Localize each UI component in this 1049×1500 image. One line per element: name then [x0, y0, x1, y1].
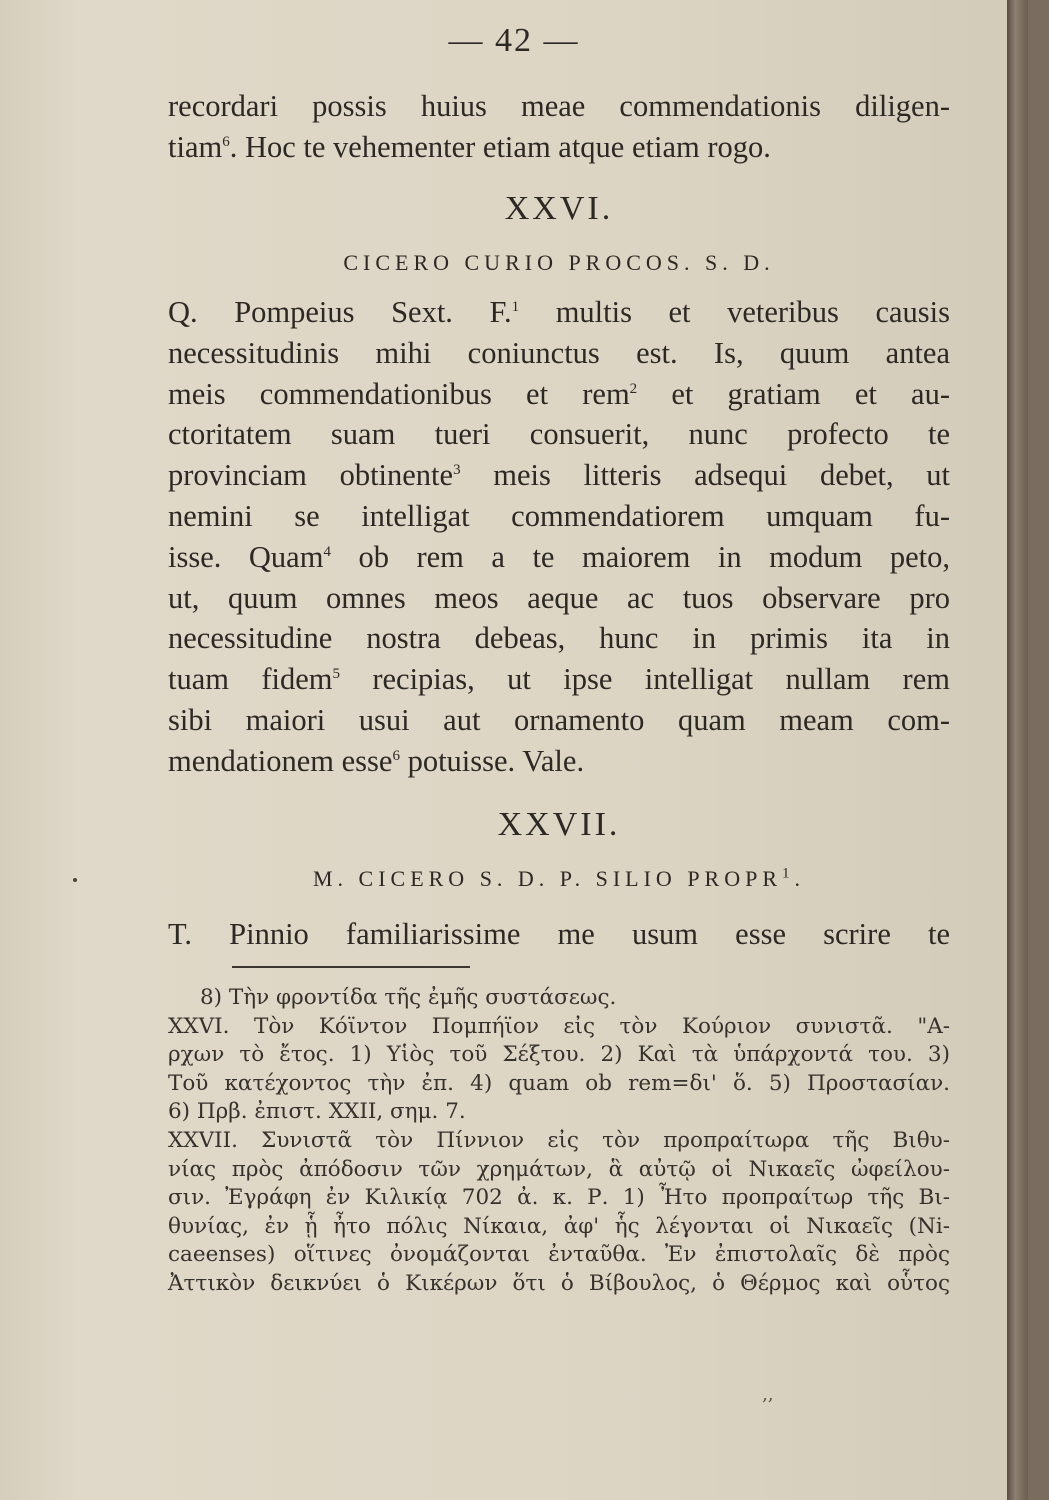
text-line: sibi maiori usui aut ornamento quam meam com- [168, 702, 950, 737]
footnote-rule [232, 966, 470, 968]
text-line: T. Pinnio familiarissime me usum esse scrire te [168, 917, 950, 951]
footnote-line: σιν. Ἐγράφη ἐν Κιλικίᾳ 702 ἀ. κ. Ρ. 1) Ἦτο προπραίτωρ τῆς Βι- [168, 1185, 950, 1211]
text-line: Q. Pompeius Sext. F.$^1$ multis et veteribus causis [168, 295, 950, 329]
letter-address-xxvi [168, 250, 950, 276]
text-line: nemini se intelligat commendatiorem umquam fu- [168, 498, 950, 533]
text-line: mendationem esse$^6$ potuisse. Vale. [168, 743, 585, 778]
letter-number: XXVII. [497, 806, 621, 843]
text-line: ut, quum omnes meos aeque ac tuos observare pro [168, 580, 950, 615]
footnotes [168, 984, 950, 1299]
footnote-marker: 3 [453, 462, 461, 479]
footnote-marker: 6 [222, 133, 230, 150]
text-line: meis commendationibus et rem$^2$ et gratiam et au- [168, 376, 950, 411]
text-line: tiam$^6$. Hoc te vehementer etiam atque etiam rogo. [168, 129, 771, 164]
margin-mark: ‚‚ [762, 1384, 774, 1405]
footnote-marker: 1 [782, 865, 795, 882]
text-line: isse. Quam$^4$ ob rem a te maiorem in modum peto, [168, 539, 950, 574]
text-line: necessitudinis mihi coniunctus est. Is, quum antea [168, 335, 950, 370]
footnote-marker: 2 [629, 380, 638, 397]
footnote-marker: 5 [332, 666, 340, 683]
footnote-line: ρχων τὸ ἔτος. 1) Υἱὸς τοῦ Σέξτου. 2) Καὶ τὰ ὑπάρχοντά του. 3) [168, 1042, 950, 1068]
letter-body-xxvii [168, 914, 950, 955]
page-number: — 42 — [448, 22, 580, 59]
text-line: recordari possis huius meae commendationis diligen- [168, 89, 950, 123]
text-line: necessitudine nostra debeas, hunc in primis ita in [168, 621, 950, 656]
letter-body-xxvi [168, 292, 950, 782]
footnote-line: Τοῦ κατέχοντος τὴν ἐπ. 4) quam ob rem=δι' ὅ. 5) Προστασίαν. [168, 1070, 950, 1096]
footnote-line: Ἀττικὸν δεικνύει ὁ Κικέρων ὅτι ὁ Βίβουλος, ὁ Θέρμος καὶ οὗτος [168, 1270, 950, 1296]
letter-address-xxvii [168, 866, 950, 892]
footnote-marker: 4 [323, 543, 331, 560]
print-speck [73, 878, 77, 882]
text-line: provinciam obtinente$^3$ meis litteris adsequi debet, ut [168, 458, 951, 493]
letter-address: M. CICERO S. D. P. SILIO PROPR$^1$. [312, 865, 806, 891]
footnote-line: θυνίας, ἐν ᾗ ἦτο πόλις Νίκαια, ἀφ' ἧς λέγονται οἱ Νικαεῖς (Ni- [168, 1213, 950, 1239]
footnote-marker: 6 [392, 747, 400, 764]
footnote-marker: 1 [511, 298, 520, 315]
letter-heading-xxvi [168, 190, 950, 228]
footnote-line: νίας πρὸς ἀπόδοσιν τῶν χρημάτων, ἃ αὐτῷ οἱ Νικαεῖς ὠφείλου- [168, 1156, 950, 1182]
letter-address: CICERO CURIO PROCOS. S. D. [343, 250, 775, 275]
text-block-continuation [168, 86, 950, 168]
text-line: ctoritatem suam tueri consuerit, nunc profecto te [168, 417, 950, 452]
text-line: tuam fidem$^5$ recipias, ut ipse intelligat nullam rem [168, 662, 950, 697]
letter-heading-xxvii [168, 806, 950, 844]
page-edge [1007, 0, 1028, 1500]
footnote-line: 6) Πρβ. ἐπιστ. XXII, σημ. 7. [168, 1099, 466, 1125]
footnote-line: XXVI. Τὸν Κόϊντον Πομπήϊον εἰς τὸν Κούριον συνιστᾶ. "Α- [168, 1013, 950, 1039]
footnote-line: caeenses) οἵτινες ὀνομάζονται ἐνταῦθα. Ἐν ἐπιστολαῖς δὲ πρὸς [168, 1242, 950, 1268]
footnote-line: 8) Τὴν φροντίδα τῆς ἐμῆς συστάσεως. [200, 985, 617, 1010]
footnote-line: XXVII. Συνιστᾶ τὸν Πίννιον εἰς τὸν προπραίτωρα τῆς Βιθυ- [168, 1127, 950, 1153]
letter-number: XXVI. [504, 190, 614, 227]
